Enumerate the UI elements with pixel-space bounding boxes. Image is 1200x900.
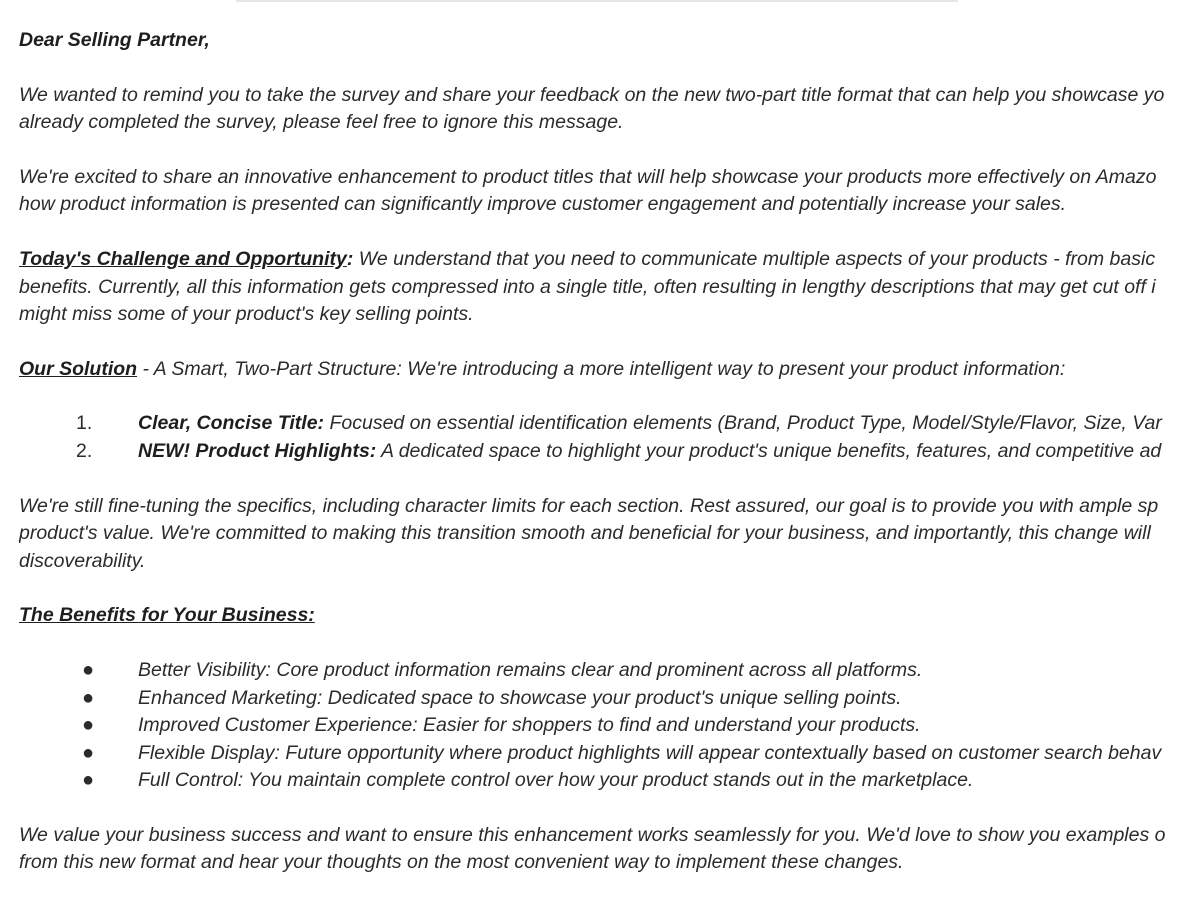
bullet-icon: ● — [82, 769, 95, 792]
intro-line-2: how product information is presented can significantly improve customer engagement and potentially increase your sales. — [19, 193, 1067, 216]
list-item-label: NEW! Product Highlights: — [138, 439, 377, 462]
challenge-heading-colon: : — [346, 247, 354, 270]
benefit-text: Improved Customer Experience: Easier for shoppers to find and understand your products. — [138, 714, 921, 737]
intro-line-1: We're excited to share an innovative enhancement to product titles that will help showcase your products more effectively on Amazo — [19, 165, 1157, 188]
finetuning-paragraph — [19, 493, 1200, 576]
challenge-heading: Today's Challenge and Opportunity — [19, 247, 347, 270]
challenge-line-1 — [19, 246, 1200, 274]
finetuning-line-3: discoverability. — [19, 549, 146, 572]
list-item — [19, 712, 1200, 740]
list-item-text: Focused on essential identification elements (Brand, Product Type, Model/Style/Flavor, Size, Var — [324, 412, 1162, 435]
challenge-line-3: might miss some of your product's key selling points. — [19, 303, 474, 326]
benefits-heading: The Benefits for Your Business: — [19, 604, 315, 627]
reminder-line-2: already completed the survey, please feel free to ignore this message. — [19, 111, 624, 134]
bullet-icon: ● — [82, 658, 95, 681]
challenge-line-2: benefits. Currently, all this information gets compressed into a single title, often resulting in lengthy descriptions that may get cut off i — [19, 275, 1156, 298]
list-item — [19, 740, 1200, 768]
benefit-text: Flexible Display: Future opportunity where product highlights will appear contextually based on customer search behav — [138, 741, 1162, 764]
challenge-line-1-text: We understand that you need to communicate multiple aspects of your products - from basic — [353, 247, 1156, 270]
intro-paragraph — [19, 164, 1200, 219]
list-item — [19, 767, 1200, 795]
closing-paragraph — [19, 822, 1200, 877]
list-item-text: A dedicated space to highlight your product's unique benefits, features, and competitive ad — [376, 439, 1162, 462]
reminder-line-1: We wanted to remind you to take the survey and share your feedback on the new two-part title format that can help you showcase yo — [19, 83, 1165, 106]
reminder-paragraph — [19, 82, 1200, 137]
numbered-list — [19, 410, 1200, 465]
list-item — [19, 410, 1200, 438]
solution-heading: Our Solution — [19, 357, 138, 380]
finetuning-line-1: We're still fine-tuning the specifics, including character limits for each section. Rest assured, our goal is to provide you with ample sp — [19, 494, 1159, 517]
solution-paragraph — [19, 356, 1200, 384]
benefit-text: Better Visibility: Core product information remains clear and prominent across all platforms. — [138, 658, 923, 681]
salutation: Dear Selling Partner, — [19, 29, 210, 51]
list-number: 1. — [76, 412, 93, 435]
list-item — [19, 438, 1200, 466]
benefits-list — [19, 657, 1200, 795]
list-number: 2. — [76, 439, 93, 462]
list-item-label: Clear, Concise Title: — [138, 412, 325, 435]
top-divider — [236, 0, 958, 2]
list-item — [19, 657, 1200, 685]
finetuning-line-2: product's value. We're committed to making this transition smooth and beneficial for your business, and importantly, this change will — [19, 522, 1151, 545]
benefit-text: Full Control: You maintain complete control over how your product stands out in the marketplace. — [138, 769, 974, 792]
challenge-paragraph — [19, 246, 1200, 329]
bullet-icon: ● — [82, 714, 95, 737]
bullet-icon: ● — [82, 741, 95, 764]
list-item — [19, 685, 1200, 713]
bullet-icon: ● — [82, 686, 95, 709]
closing-line-2: from this new format and hear your thoughts on the most convenient way to implement these changes. — [19, 851, 904, 874]
solution-text: - A Smart, Two-Part Structure: We're introducing a more intelligent way to present your product information: — [137, 357, 1066, 380]
closing-line-1: We value your business success and want to ensure this enhancement works seamlessly for you. We'd love to show you examples o — [19, 823, 1166, 846]
email-body — [19, 27, 1200, 877]
benefit-text: Enhanced Marketing: Dedicated space to showcase your product's unique selling points. — [138, 686, 902, 709]
